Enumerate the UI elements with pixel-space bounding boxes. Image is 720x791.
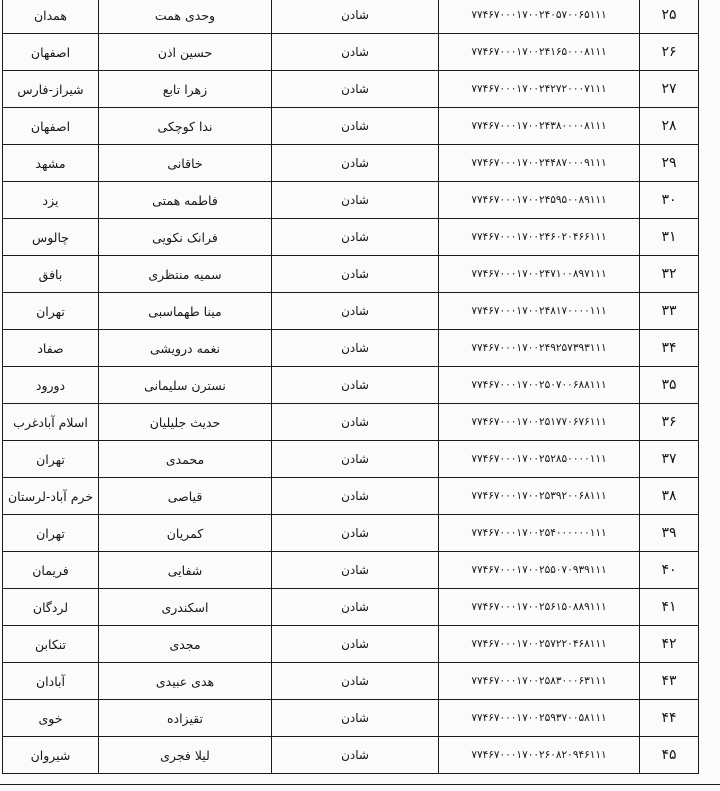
- company-cell: شادن: [272, 367, 439, 404]
- account-code-cell: ۷۷۴۶۷۰۰۰۱۷۰۰۲۴۶۰۲۰۴۶۶۱۱۱: [439, 219, 640, 256]
- table-row: [3, 515, 699, 552]
- company-cell: شادن: [272, 108, 439, 145]
- company-cell: شادن: [272, 441, 439, 478]
- city-cell: فریمان: [3, 552, 99, 589]
- row-number-cell: ۲۵: [640, 0, 699, 34]
- table-row: [3, 478, 699, 515]
- row-number-cell: ۳۷: [640, 441, 699, 478]
- row-number-cell: ۴۰: [640, 552, 699, 589]
- person-name-cell: مینا طهماسبی: [99, 293, 272, 330]
- table-row: [3, 404, 699, 441]
- row-number-cell: ۳۳: [640, 293, 699, 330]
- city-cell: چالوس: [3, 219, 99, 256]
- row-number-cell: ۳۹: [640, 515, 699, 552]
- account-code-cell: ۷۷۴۶۷۰۰۰۱۷۰۰۲۵۵۰۷۰۹۳۹۱۱۱: [439, 552, 640, 589]
- person-name-cell: سمیه منتظری: [99, 256, 272, 293]
- person-name-cell: حدیث جلیلیان: [99, 404, 272, 441]
- company-cell: شادن: [272, 330, 439, 367]
- row-number-cell: ۳۲: [640, 256, 699, 293]
- company-cell: شادن: [272, 589, 439, 626]
- person-name-cell: محمدی: [99, 441, 272, 478]
- person-name-cell: لیلا فجری: [99, 737, 272, 774]
- city-cell: صفاد: [3, 330, 99, 367]
- account-code-cell: ۷۷۴۶۷۰۰۰۱۷۰۰۲۵۰۷۰۰۶۸۸۱۱۱: [439, 367, 640, 404]
- table-row: [3, 330, 699, 367]
- table-row: [3, 34, 699, 71]
- table-row: [3, 256, 699, 293]
- city-cell: اصفهان: [3, 34, 99, 71]
- account-code-cell: ۷۷۴۶۷۰۰۰۱۷۰۰۲۴۹۲۵۷۳۹۳۱۱۱: [439, 330, 640, 367]
- company-cell: شادن: [272, 256, 439, 293]
- table-row: [3, 552, 699, 589]
- company-cell: شادن: [272, 700, 439, 737]
- person-name-cell: حسین اذن: [99, 34, 272, 71]
- city-cell: تنکابن: [3, 626, 99, 663]
- account-code-cell: ۷۷۴۶۷۰۰۰۱۷۰۰۲۴۴۸۷۰۰۰۹۱۱۱: [439, 145, 640, 182]
- person-name-cell: مجدی: [99, 626, 272, 663]
- account-code-cell: ۷۷۴۶۷۰۰۰۱۷۰۰۲۴۲۷۲۰۰۰۷۱۱۱: [439, 71, 640, 108]
- company-cell: شادن: [272, 293, 439, 330]
- city-cell: تهران: [3, 293, 99, 330]
- account-code-cell: ۷۷۴۶۷۰۰۰۱۷۰۰۲۵۴۰۰۰۰۰۰۱۱۱: [439, 515, 640, 552]
- company-cell: شادن: [272, 182, 439, 219]
- account-code-cell: ۷۷۴۶۷۰۰۰۱۷۰۰۲۵۸۳۰۰۰۶۳۱۱۱: [439, 663, 640, 700]
- city-cell: اصفهان: [3, 108, 99, 145]
- account-code-cell: ۷۷۴۶۷۰۰۰۱۷۰۰۲۴۳۸۰۰۰۰۸۱۱۱: [439, 108, 640, 145]
- table-row: [3, 700, 699, 737]
- person-name-cell: قیاصی: [99, 478, 272, 515]
- person-name-cell: هدی عبیدی: [99, 663, 272, 700]
- row-number-cell: ۳۱: [640, 219, 699, 256]
- person-name-cell: اسکندری: [99, 589, 272, 626]
- table-row: [3, 589, 699, 626]
- city-cell: خوی: [3, 700, 99, 737]
- person-name-cell: فاطمه همتی: [99, 182, 272, 219]
- table-row: [3, 108, 699, 145]
- row-number-cell: ۳۰: [640, 182, 699, 219]
- table-row: [3, 441, 699, 478]
- person-name-cell: شفایی: [99, 552, 272, 589]
- row-number-cell: ۲۶: [640, 34, 699, 71]
- city-cell: دورود: [3, 367, 99, 404]
- person-name-cell: کمریان: [99, 515, 272, 552]
- person-name-cell: فرانک نکویی: [99, 219, 272, 256]
- table-row: [3, 219, 699, 256]
- city-cell: بافق: [3, 256, 99, 293]
- city-cell: یزد: [3, 182, 99, 219]
- account-code-cell: ۷۷۴۶۷۰۰۰۱۷۰۰۲۵۳۹۲۰۰۶۸۱۱۱: [439, 478, 640, 515]
- account-code-cell: ۷۷۴۶۷۰۰۰۱۷۰۰۲۶۰۸۲۰۹۴۶۱۱۱: [439, 737, 640, 774]
- table-row: [3, 367, 699, 404]
- table-row: [3, 0, 699, 34]
- account-code-cell: ۷۷۴۶۷۰۰۰۱۷۰۰۲۵۷۲۲۰۴۶۸۱۱۱: [439, 626, 640, 663]
- company-cell: شادن: [272, 404, 439, 441]
- account-code-cell: ۷۷۴۶۷۰۰۰۱۷۰۰۲۵۲۸۵۰۰۰۰۱۱۱: [439, 441, 640, 478]
- company-cell: شادن: [272, 71, 439, 108]
- row-number-cell: ۳۵: [640, 367, 699, 404]
- company-cell: شادن: [272, 515, 439, 552]
- table-row: [3, 293, 699, 330]
- row-number-cell: ۴۱: [640, 589, 699, 626]
- person-name-cell: نغمه درویشی: [99, 330, 272, 367]
- account-code-cell: ۷۷۴۶۷۰۰۰۱۷۰۰۲۴۷۱۰۰۸۹۷۱۱۱: [439, 256, 640, 293]
- account-code-cell: ۷۷۴۶۷۰۰۰۱۷۰۰۲۴۰۵۷۰۰۶۵۱۱۱: [439, 0, 640, 34]
- city-cell: خرم آباد-لرستان: [3, 478, 99, 515]
- records-table-body: [3, 0, 699, 774]
- row-number-cell: ۳۴: [640, 330, 699, 367]
- row-number-cell: ۳۶: [640, 404, 699, 441]
- person-name-cell: وحدی همت: [99, 0, 272, 34]
- table-row: [3, 737, 699, 774]
- company-cell: شادن: [272, 478, 439, 515]
- account-code-cell: ۷۷۴۶۷۰۰۰۱۷۰۰۲۵۱۷۷۰۶۷۶۱۱۱: [439, 404, 640, 441]
- city-cell: مشهد: [3, 145, 99, 182]
- account-code-cell: ۷۷۴۶۷۰۰۰۱۷۰۰۲۴۵۹۵۰۰۸۹۱۱۱: [439, 182, 640, 219]
- city-cell: لردگان: [3, 589, 99, 626]
- table-row: [3, 626, 699, 663]
- table-row: [3, 182, 699, 219]
- row-number-cell: ۴۲: [640, 626, 699, 663]
- company-cell: شادن: [272, 219, 439, 256]
- city-cell: شیروان: [3, 737, 99, 774]
- row-number-cell: ۴۳: [640, 663, 699, 700]
- company-cell: شادن: [272, 552, 439, 589]
- account-code-cell: ۷۷۴۶۷۰۰۰۱۷۰۰۲۵۶۱۵۰۸۸۹۱۱۱: [439, 589, 640, 626]
- person-name-cell: زهرا تابع: [99, 71, 272, 108]
- row-number-cell: ۲۸: [640, 108, 699, 145]
- row-number-cell: ۴۴: [640, 700, 699, 737]
- table-row: [3, 663, 699, 700]
- city-cell: تهران: [3, 441, 99, 478]
- person-name-cell: تقیزاده: [99, 700, 272, 737]
- company-cell: شادن: [272, 34, 439, 71]
- row-number-cell: ۳۸: [640, 478, 699, 515]
- person-name-cell: ندا کوچکی: [99, 108, 272, 145]
- city-cell: شیراز-فارس: [3, 71, 99, 108]
- table-row: [3, 145, 699, 182]
- city-cell: آبادان: [3, 663, 99, 700]
- company-cell: شادن: [272, 145, 439, 182]
- table-row: [3, 71, 699, 108]
- person-name-cell: نسترن سلیمانی: [99, 367, 272, 404]
- row-number-cell: ۲۹: [640, 145, 699, 182]
- account-code-cell: ۷۷۴۶۷۰۰۰۱۷۰۰۲۵۹۳۷۰۰۵۸۱۱۱: [439, 700, 640, 737]
- company-cell: شادن: [272, 626, 439, 663]
- account-code-cell: ۷۷۴۶۷۰۰۰۱۷۰۰۲۴۱۶۵۰۰۰۸۱۱۱: [439, 34, 640, 71]
- city-cell: همدان: [3, 0, 99, 34]
- company-cell: شادن: [272, 0, 439, 34]
- row-number-cell: ۴۵: [640, 737, 699, 774]
- person-name-cell: خاقانی: [99, 145, 272, 182]
- account-code-cell: ۷۷۴۶۷۰۰۰۱۷۰۰۲۴۸۱۷۰۰۰۰۱۱۱: [439, 293, 640, 330]
- city-cell: تهران: [3, 515, 99, 552]
- records-table: [2, 0, 699, 774]
- city-cell: اسلام آبادغرب: [3, 404, 99, 441]
- company-cell: شادن: [272, 737, 439, 774]
- company-cell: شادن: [272, 663, 439, 700]
- row-number-cell: ۲۷: [640, 71, 699, 108]
